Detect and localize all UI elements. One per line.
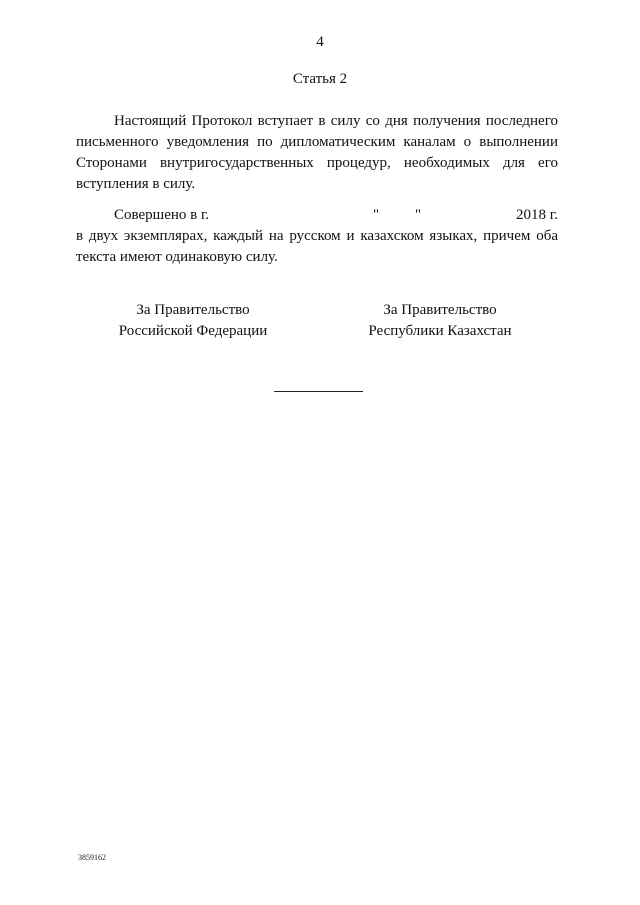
signature-line2: Российской Федерации xyxy=(118,323,268,339)
paragraph-line: в двух экземплярах, каждый на русском и казахском языках, причем оба xyxy=(76,228,558,244)
paragraph-line: Настоящий Протокол вступает в силу со дня получения последнего xyxy=(114,113,558,129)
date-quote-open: " xyxy=(373,207,380,223)
paragraph-line: вступления в силу. xyxy=(76,176,196,192)
page-number: 4 xyxy=(316,34,324,50)
paragraph-line: письменного уведомления по дипломатическим каналам о выполнении xyxy=(76,134,558,150)
signature-line2: Республики Казахстан xyxy=(368,323,512,339)
article-paragraph-entry-into-force xyxy=(76,111,558,195)
article-paragraph-done-at xyxy=(76,205,558,268)
signature-block-kazakhstan xyxy=(320,300,560,342)
document-id: 3859162 xyxy=(78,853,106,862)
signature-block-russia xyxy=(73,300,313,342)
done-at-text: Совершено в г. xyxy=(114,207,210,223)
closing-divider xyxy=(274,391,363,392)
signature-line1: За Правительство xyxy=(136,302,250,318)
article-title: Статья 2 xyxy=(292,71,348,87)
paragraph-line: текста имеют одинаковую силу. xyxy=(76,249,278,265)
signature-line1: За Правительство xyxy=(383,302,497,318)
year-text: 2018 г. xyxy=(516,207,558,223)
date-quote-close: " xyxy=(415,207,422,223)
paragraph-line: Сторонами внутригосударственных процедур, необходимых для его xyxy=(76,155,558,171)
done-at-line xyxy=(76,205,558,226)
